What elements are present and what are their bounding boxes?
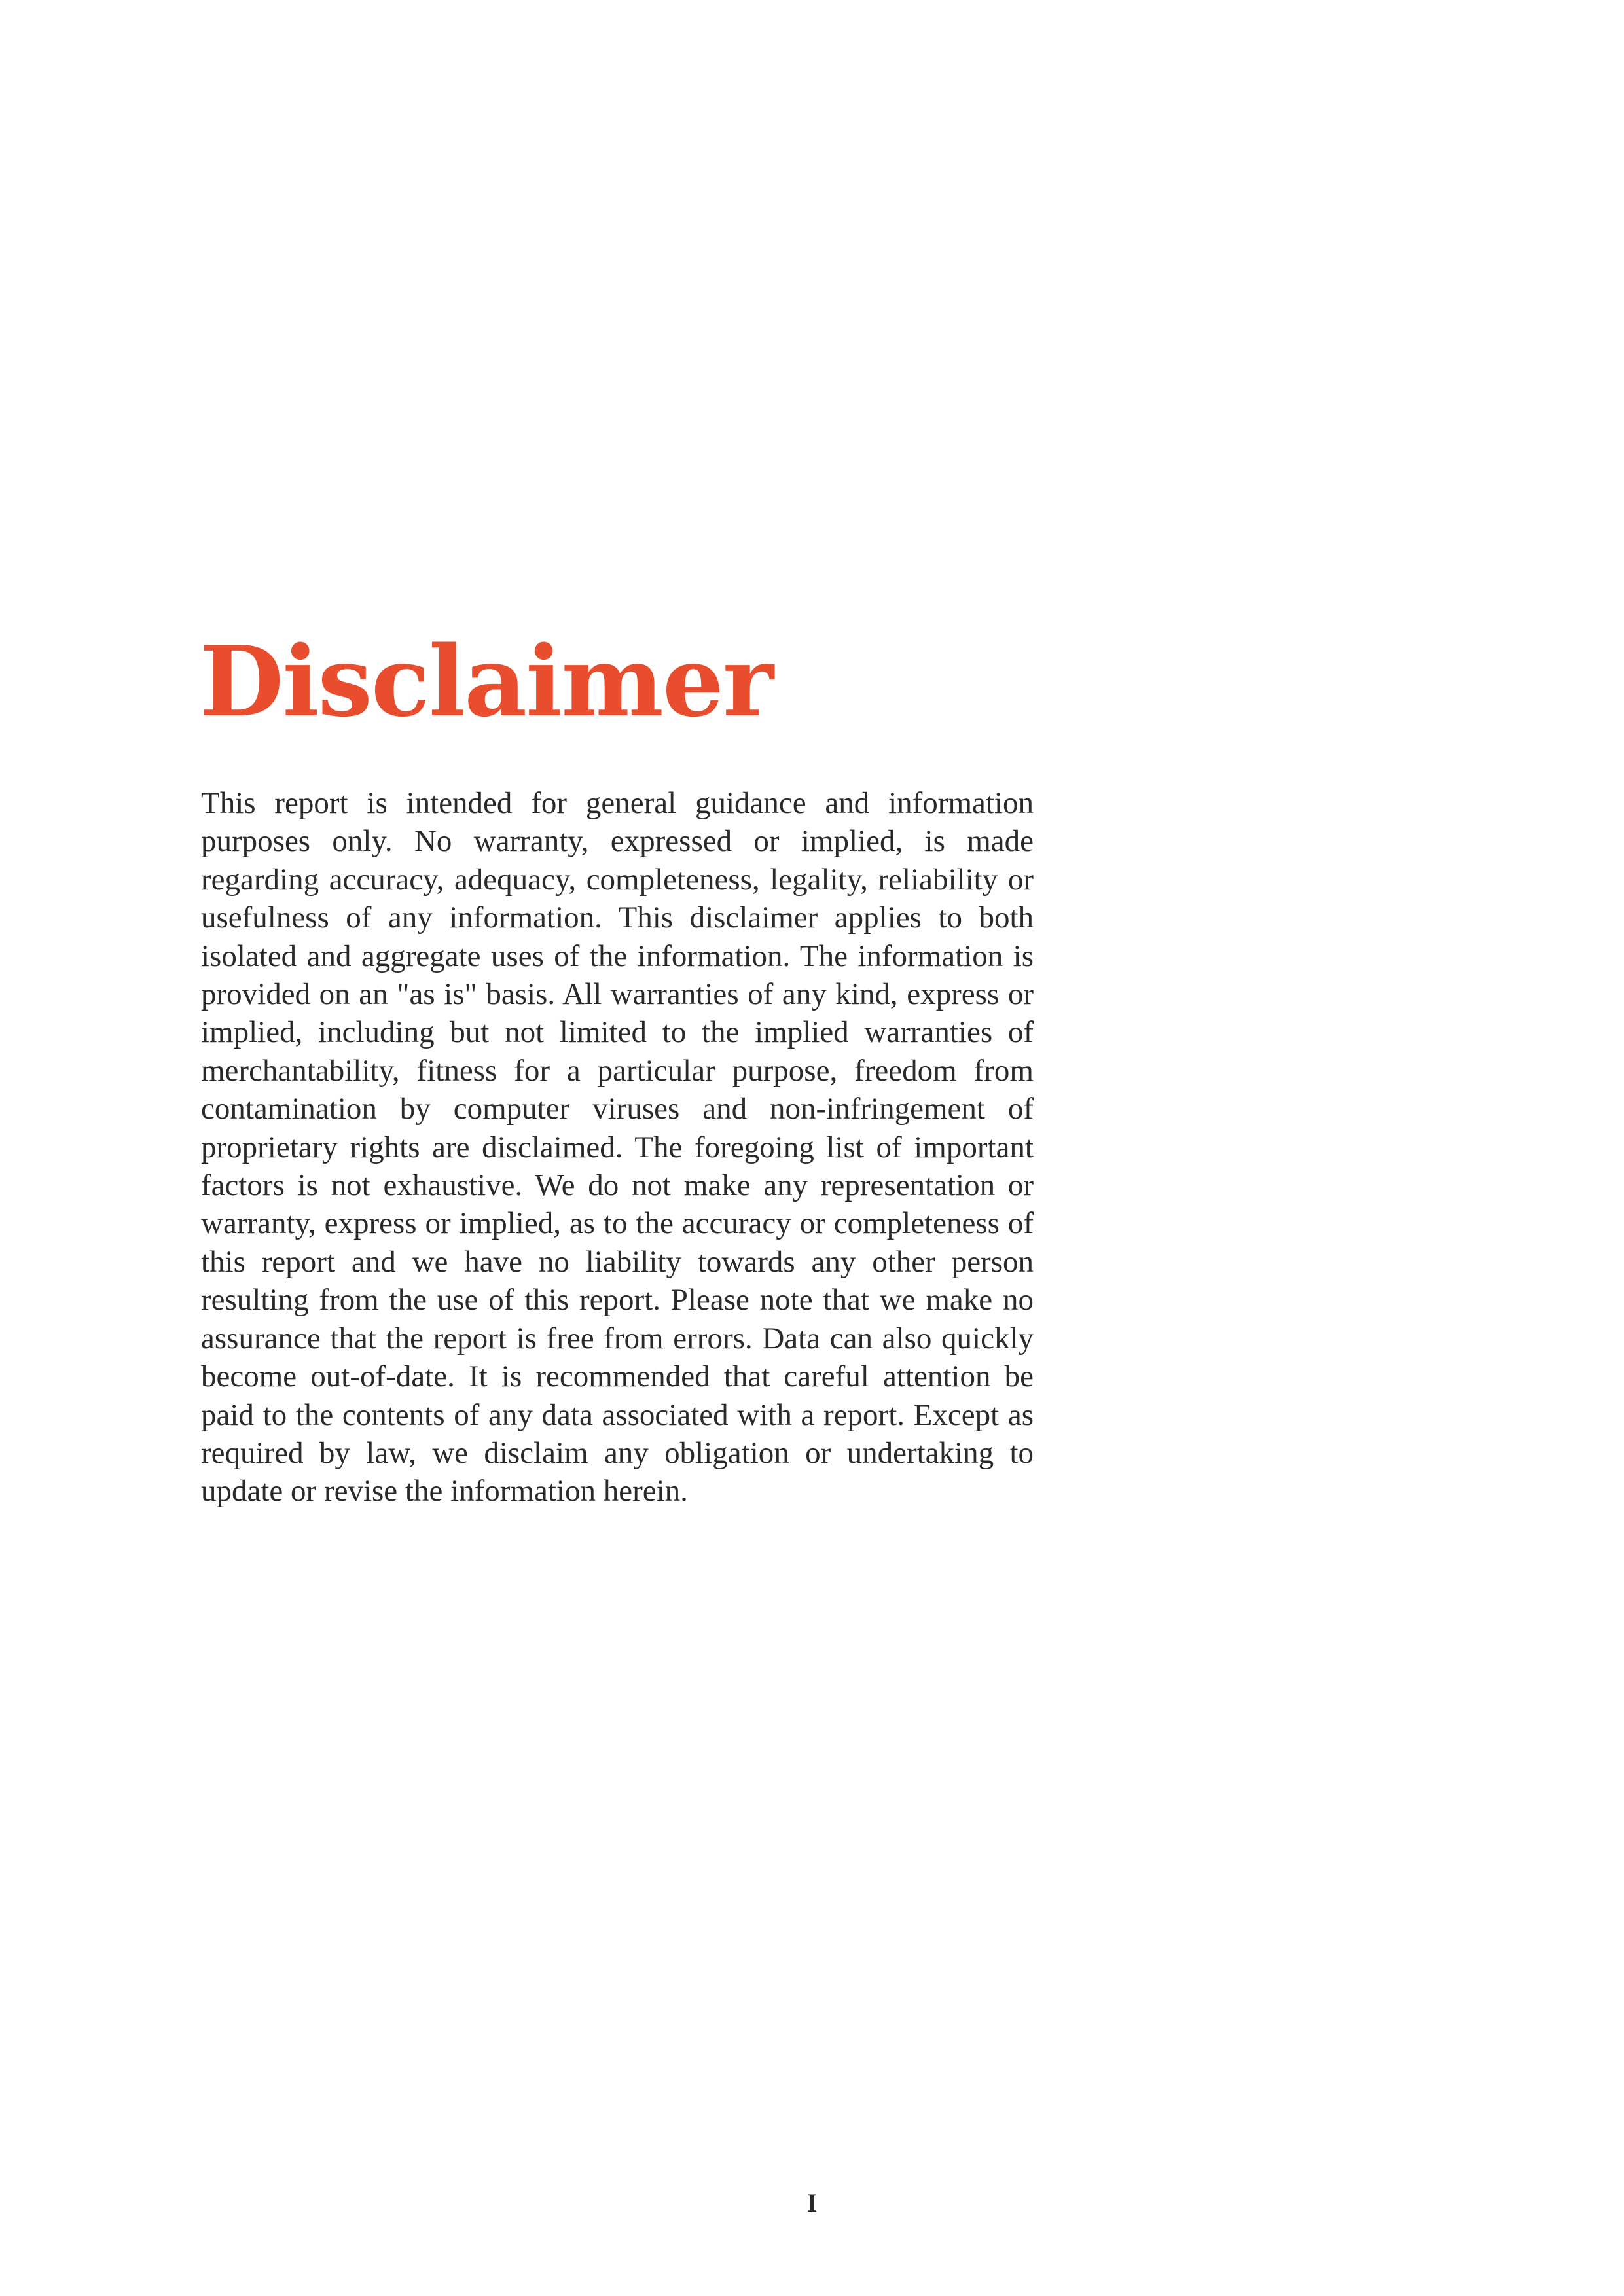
page-title: Disclaimer [200,624,773,738]
page-number: I [806,2188,818,2217]
disclaimer-paragraph: This report is intended for general guidance and information purposes only. No warranty, expressed or implied, is made regarding accuracy, adequacy, completeness, legality, reliability or usefulness of any information. This disclaimer applies to both isolated and aggregate uses of the information. The information is provided on an "as is" basis. All warranties of any kind, express or implied, including but not limited to the implied warranties of merchantability, fitness for a particular purpose, freedom from contamination by computer viruses and non-infringement of proprietary rights are disclaimed. The foregoing list of important factors is not exhaustive. We do not make any representation or warranty, express or implied, as to the accuracy or completeness of this report and we have no liability towards any other person resulting from the use of this report. Please note that we make no assurance that the report is free from errors. Data can also quickly become out-of-date. It is recommended that careful attention be paid to the contents of any data associated with a report. Except as required by law, we disclaim any obligation or undertaking to update or revise the information herein. [201,786,1034,1509]
